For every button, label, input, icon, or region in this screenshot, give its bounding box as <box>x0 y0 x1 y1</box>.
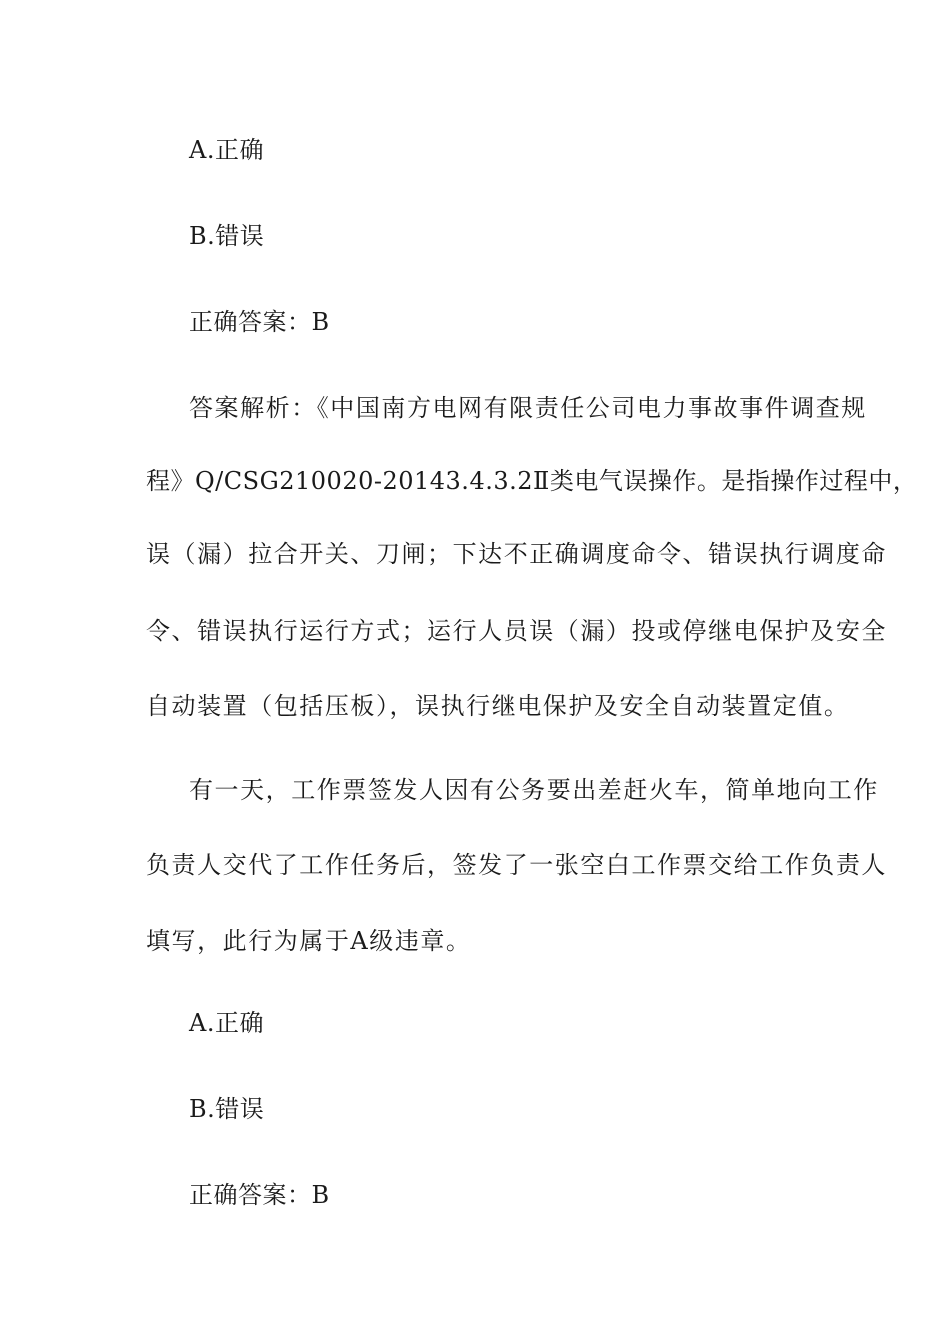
question-stem-line: 负责人交代了工作任务后，签发了一张空白工作票交给工作负责人 <box>146 851 887 879</box>
analysis-line: 令、错误执行运行方式；运行人员误（漏）投或停继电保护及安全 <box>146 617 887 645</box>
question-stem-line: 填写，此行为属于A级违章。 <box>146 927 472 955</box>
option-a: A.正确 <box>189 1009 264 1037</box>
analysis-line: 答案解析：《中国南方电网有限责任公司电力事故事件调查规 <box>189 394 867 422</box>
correct-answer: 正确答案：B <box>189 1181 330 1209</box>
analysis-line: 程》Q/CSG210020-20143.4.3.2Ⅱ类电气误操作。是指操作过程中， <box>146 467 918 495</box>
correct-answer: 正确答案：B <box>189 308 330 336</box>
analysis-line: 误（漏）拉合开关、刀闸；下达不正确调度命令、错误执行调度命 <box>146 540 887 568</box>
option-b: B.错误 <box>189 1095 265 1123</box>
analysis-line: 自动装置（包括压板），误执行继电保护及安全自动装置定值。 <box>146 692 850 720</box>
question-stem-line: 有一天，工作票签发人因有公务要出差赶火车，简单地向工作 <box>189 776 879 804</box>
option-b: B.错误 <box>189 222 265 250</box>
option-a: A.正确 <box>189 136 264 164</box>
